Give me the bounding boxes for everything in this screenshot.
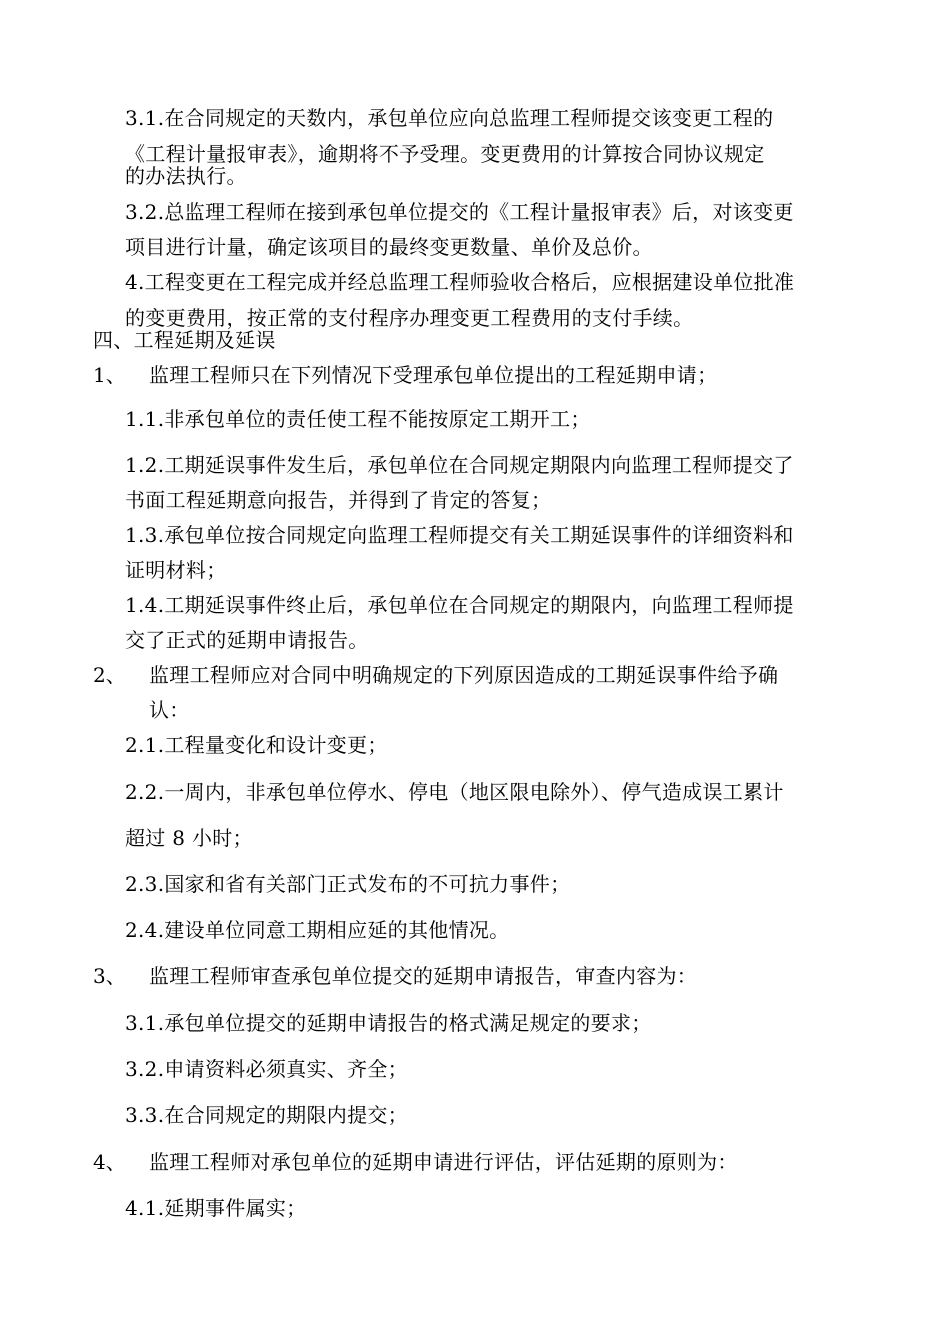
paragraph-line: 1.4.工期延误事件终止后，承包单位在合同规定的期限内，向监理工程师提: [125, 593, 794, 617]
paragraph-line: 3.3.在合同规定的期限内提交；: [125, 1103, 408, 1127]
paragraph-line: 1.3.承包单位按合同规定向监理工程师提交有关工期延误事件的详细资料和: [125, 523, 794, 547]
paragraph-line: 4.1.延期事件属实；: [125, 1196, 307, 1220]
list-number: 2、: [93, 663, 126, 687]
paragraph-line: 2.2.一周内，非承包单位停水、停电（地区限电除外）、停气造成误工累计: [125, 780, 784, 804]
paragraph-line: 证明材料；: [125, 558, 227, 582]
paragraph-line: 《工程计量报审表》，逾期将不予受理。变更费用的计算按合同协议规定: [125, 142, 765, 166]
paragraph-line: 的变更费用，按正常的支付程序办理变更工程费用的支付手续。: [125, 306, 694, 330]
list-number: 3、: [93, 964, 126, 988]
list-item-text: 监理工程师只在下列情况下受理承包单位提出的工程延期申请；: [149, 363, 718, 387]
paragraph-line: 2.3.国家和省有关部门正式发布的不可抗力事件；: [125, 872, 571, 896]
list-number: 1、: [93, 363, 126, 387]
paragraph-line: 超过 8 小时；: [125, 826, 253, 850]
paragraph-line: 1.2.工期延误事件发生后，承包单位在合同规定期限内向监理工程师提交了: [125, 453, 794, 477]
list-number: 4、: [93, 1150, 126, 1174]
paragraph-line: 3.2.总监理工程师在接到承包单位提交的《工程计量报审表》后，对该变更: [125, 200, 794, 224]
paragraph-line: 3.2.申请资料必须真实、齐全；: [125, 1057, 408, 1081]
paragraph-line: 1.1.非承包单位的责任使工程不能按原定工期开工；: [125, 407, 591, 431]
list-item-text: 监理工程师应对合同中明确规定的下列原因造成的工期延误事件给予确: [149, 663, 779, 687]
paragraph-line: 3.1.在合同规定的天数内，承包单位应向总监理工程师提交该变更工程的: [125, 106, 774, 130]
paragraph-line: 3.1.承包单位提交的延期申请报告的格式满足规定的要求；: [125, 1011, 652, 1035]
list-item-text: 认：: [149, 698, 190, 722]
paragraph-line: 2.1.工程量变化和设计变更；: [125, 733, 388, 757]
paragraph-line: 交了正式的延期申请报告。: [125, 628, 369, 652]
paragraph-line: 项目进行计量，确定该项目的最终变更数量、单价及总价。: [125, 235, 653, 259]
section-heading: 四、工程延期及延误: [93, 328, 276, 352]
paragraph-line: 2.4.建设单位同意工期相应延的其他情况。: [125, 918, 510, 942]
paragraph-line: 的办法执行。: [125, 164, 247, 188]
paragraph-line: 4.工程变更在工程完成并经总监理工程师验收合格后，应根据建设单位批准: [125, 270, 795, 294]
paragraph-line: 书面工程延期意向报告，并得到了肯定的答复；: [125, 488, 552, 512]
list-item-text: 监理工程师对承包单位的延期申请进行评估，评估延期的原则为：: [149, 1150, 738, 1174]
list-item-text: 监理工程师审查承包单位提交的延期申请报告，审查内容为：: [149, 964, 698, 988]
